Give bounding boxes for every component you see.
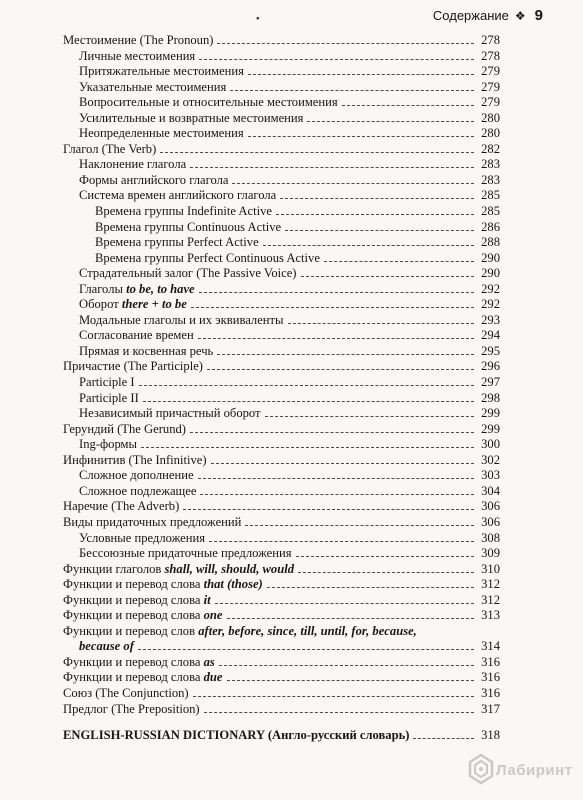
toc-page-number: 306 — [481, 499, 500, 514]
toc-entry[interactable] — [63, 391, 500, 407]
toc-entry-title — [79, 468, 194, 484]
leader-dots — [263, 245, 474, 246]
toc-entry-text: Герундий (The Gerund) — [63, 421, 186, 436]
toc-entry[interactable] — [63, 531, 500, 547]
toc-entry-title — [95, 235, 259, 251]
toc-entry-title — [79, 64, 244, 80]
toc-entry-text: Функции и перевод слов — [63, 623, 199, 638]
leader-dots — [138, 649, 474, 650]
toc-entry-text: Местоимение (The Pronoun) — [63, 33, 214, 47]
leader-dots — [248, 74, 474, 75]
toc-entry-title — [79, 266, 297, 282]
toc-entry-title — [79, 406, 261, 422]
toc-page-number: 283 — [481, 157, 500, 172]
toc-entry[interactable] — [63, 142, 500, 158]
toc-entry[interactable] — [63, 468, 500, 484]
toc-entry[interactable] — [63, 313, 500, 329]
toc-page-number: 303 — [481, 468, 500, 483]
toc-entry-title — [63, 608, 223, 624]
toc-entry-text: Функции и перевод слова — [63, 577, 204, 592]
toc-entry[interactable] — [63, 577, 500, 593]
toc-entry-text: Бессоюзные придаточные предложения — [79, 546, 292, 561]
leader-dots — [198, 478, 474, 479]
toc-entry-title — [79, 126, 244, 142]
toc-page-number: 316 — [481, 670, 500, 685]
leader-dots — [204, 712, 474, 713]
toc-page-number: 314 — [481, 639, 500, 654]
toc-entry-title — [63, 655, 215, 671]
toc-entry[interactable] — [63, 173, 500, 189]
toc-entry-text: Времена группы Perfect Continuous Active — [95, 250, 320, 265]
toc-entry-title — [79, 188, 276, 204]
leader-dots — [248, 136, 474, 137]
toc-entry-line — [63, 639, 500, 655]
toc-entry-text: Притяжательные местоимения — [79, 64, 244, 79]
toc-page-number: 279 — [481, 95, 500, 110]
toc-entry-text: Вопросительные и относительные местоимения — [79, 95, 338, 110]
toc-entry-text: Сложное дополнение — [79, 468, 194, 483]
toc-entry-text: Союз (The Conjunction) — [63, 685, 189, 700]
toc-entry-text: Глаголы — [79, 281, 127, 296]
toc-entry-title — [63, 515, 241, 531]
toc-entry[interactable] — [63, 484, 500, 500]
toc-entry-italic: after, before, since, till, until, for, because, — [198, 623, 417, 638]
leader-dots — [298, 572, 474, 573]
leader-dots — [193, 696, 474, 697]
section-title: Содержание — [432, 8, 509, 23]
toc-page-number: 308 — [481, 530, 500, 545]
leader-dots — [209, 541, 474, 542]
toc-entry-text: Сложное подлежащее — [79, 483, 197, 498]
toc-entry-text: Функции и перевод слова — [63, 670, 204, 685]
toc-entry-title — [63, 422, 186, 438]
toc-entry-multiline[interactable] — [63, 624, 500, 655]
toc-entry-title — [79, 297, 187, 313]
toc-page-number: 280 — [481, 126, 500, 141]
toc-page-number: 286 — [481, 219, 500, 234]
toc-page-number: 316 — [481, 654, 500, 669]
diamond-ornament-icon: ❖ — [514, 9, 526, 23]
toc-page-number: 306 — [481, 514, 500, 529]
toc-entry-title — [63, 562, 294, 578]
toc-entry-text: Глагол (The Verb) — [63, 141, 157, 156]
toc-entry[interactable] — [63, 453, 500, 469]
toc-entry[interactable] — [63, 562, 500, 578]
toc-entry-text: Независимый причастный оборот — [79, 406, 261, 421]
toc-page-number: 317 — [481, 701, 500, 716]
toc-entry[interactable] — [63, 95, 500, 111]
leader-dots — [191, 307, 474, 308]
toc-entry[interactable] — [63, 546, 500, 562]
toc-page-number: 316 — [481, 685, 500, 700]
toc-entry-title — [79, 546, 292, 562]
toc-page-number: 312 — [481, 577, 500, 592]
toc-entry-text: Условные предложения — [79, 530, 205, 545]
toc-entry-text: Функции глаголов — [63, 561, 165, 576]
page-number: 9 — [534, 7, 543, 24]
leader-dots — [232, 183, 474, 184]
toc-entry[interactable] — [63, 204, 500, 220]
toc-entry-text: Согласование времен — [79, 328, 194, 343]
toc-entry-title — [79, 437, 137, 453]
toc-entry[interactable] — [63, 297, 500, 313]
toc-entry-title — [79, 344, 213, 360]
toc-page-number: 309 — [481, 546, 500, 561]
toc-page-number: 299 — [481, 421, 500, 436]
toc-entry[interactable] — [63, 80, 500, 96]
leader-dots — [211, 463, 474, 464]
toc-entry-title — [63, 577, 263, 593]
leader-dots — [207, 369, 474, 370]
toc-page-number: 282 — [481, 141, 500, 156]
toc-entry-title — [63, 670, 223, 686]
leader-dots — [227, 680, 474, 681]
leader-dots — [217, 354, 474, 355]
toc-entry[interactable] — [63, 235, 500, 251]
toc-entry-title — [79, 95, 338, 111]
leader-dots — [190, 432, 474, 433]
toc-entry-title — [63, 702, 200, 718]
toc-page-number: 295 — [481, 343, 500, 358]
toc-entry-text: Причастие (The Participle) — [63, 359, 204, 374]
toc-entry[interactable] — [63, 515, 500, 531]
toc-entry-title — [79, 157, 186, 173]
toc-entry-text: Наклонение глагола — [79, 157, 187, 172]
toc-entry-text: Оборот — [79, 297, 122, 312]
toc-page-number: 285 — [481, 204, 500, 219]
toc-page-number: 292 — [481, 297, 500, 312]
toc-entry-text: Система времен английского глагола — [79, 188, 277, 203]
toc-page-number: 292 — [481, 281, 500, 296]
toc-entry-line — [63, 624, 500, 640]
toc-page-number: 290 — [481, 250, 500, 265]
toc-entry[interactable] — [63, 608, 500, 624]
toc-entry[interactable] — [63, 499, 500, 515]
leader-dots — [285, 230, 474, 231]
leader-dots — [245, 525, 474, 526]
toc-entry-title — [79, 313, 284, 329]
toc-entry[interactable] — [63, 670, 500, 686]
leader-dots — [301, 276, 475, 277]
toc-page-number: 279 — [481, 64, 500, 79]
table-of-contents — [63, 33, 500, 743]
leader-dots — [288, 323, 474, 324]
toc-entry-text: Наречие (The Adverb) — [63, 499, 180, 514]
toc-entry-title — [63, 359, 203, 375]
toc-entry[interactable] — [63, 49, 500, 65]
toc-entry-italic: it — [203, 592, 211, 607]
toc-entry-text: Participle II — [79, 390, 139, 405]
leader-dots — [230, 90, 474, 91]
toc-entry-text: Неопределенные местоимения — [79, 126, 244, 141]
toc-page-number: 296 — [481, 359, 500, 374]
leader-dots — [141, 447, 474, 448]
toc-page-number: 304 — [481, 483, 500, 498]
leader-dots — [199, 59, 474, 60]
toc-entry-title — [79, 49, 195, 65]
leader-dots — [200, 494, 474, 495]
toc-entry-italic: that (those) — [203, 577, 263, 592]
leader-dots — [199, 292, 474, 293]
leader-dots — [296, 556, 475, 557]
toc-entry-text: Модальные глаголы и их эквиваленты — [79, 312, 284, 327]
toc-page-number: 290 — [481, 266, 500, 281]
leader-dots — [265, 416, 474, 417]
toc-entry-italic: due — [203, 670, 223, 685]
leader-dots — [183, 509, 474, 510]
toc-entry-italic: there + to be — [121, 297, 187, 312]
leader-dots — [215, 603, 474, 604]
toc-entry-text: Participle I — [79, 375, 135, 390]
toc-page-number: 300 — [481, 437, 500, 452]
toc-entry[interactable] — [63, 593, 500, 609]
leader-dots — [190, 167, 474, 168]
watermark — [466, 752, 574, 788]
leader-dots — [139, 385, 474, 386]
toc-entry[interactable] — [63, 282, 500, 298]
toc-entry[interactable] — [63, 157, 500, 173]
toc-entry-title — [95, 251, 320, 267]
toc-entry-text: Времена группы Continuous Active — [95, 219, 282, 234]
toc-page-number: 293 — [481, 312, 500, 327]
leader-dots — [143, 401, 474, 402]
leader-dots — [280, 198, 474, 199]
leader-dots — [276, 214, 474, 215]
toc-page-number: 318 — [481, 728, 500, 743]
toc-page-number: 313 — [481, 608, 500, 623]
toc-entry-title — [63, 142, 156, 158]
toc-page-number: 294 — [481, 328, 500, 343]
toc-page-number: 312 — [481, 592, 500, 607]
toc-entry-text: Предлог (The Preposition) — [63, 701, 200, 716]
toc-entry-italic: to be, to have — [126, 281, 195, 296]
toc-entry[interactable] — [63, 344, 500, 360]
toc-entry[interactable] — [63, 64, 500, 80]
toc-page-number: 280 — [481, 110, 500, 125]
toc-entry-text: Функции и перевод слова — [63, 654, 204, 669]
running-header — [433, 7, 543, 25]
toc-page-number: 283 — [481, 172, 500, 187]
toc-entry-italic: as — [203, 654, 215, 669]
toc-entry-text: Времена группы Indefinite Active — [95, 204, 272, 219]
toc-entry[interactable] — [63, 266, 500, 282]
toc-entry[interactable] — [63, 702, 500, 718]
toc-entry-text: Ing-формы — [79, 437, 137, 452]
toc-entry-title — [79, 531, 205, 547]
stray-mark: • — [256, 14, 260, 25]
toc-page-number: 278 — [481, 48, 500, 63]
toc-list-part-2 — [63, 655, 500, 717]
toc-entry[interactable] — [63, 220, 500, 236]
leader-dots — [227, 618, 474, 619]
toc-entry-title — [63, 686, 189, 702]
toc-entry-title — [79, 328, 194, 344]
toc-entry-italic: shall, will, should, would — [164, 561, 295, 576]
toc-page-number: 279 — [481, 79, 500, 94]
dictionary-title: ENGLISH-RUSSIAN DICTIONARY (Англо-русский словарь) — [63, 728, 410, 743]
toc-entry-title — [79, 173, 228, 189]
toc-entry[interactable] — [63, 686, 500, 702]
toc-entry-italic: because of — [79, 639, 134, 654]
toc-entry-title — [63, 499, 179, 515]
toc-entry[interactable] — [63, 359, 500, 375]
toc-entry-text: Личные местоимения — [79, 48, 196, 63]
toc-page-number: 297 — [481, 375, 500, 390]
toc-entry-text: Страдательный залог (The Passive Voice) — [79, 266, 297, 281]
toc-entry-text: Инфинитив (The Infinitive) — [63, 452, 207, 467]
toc-entry-title — [63, 33, 213, 49]
toc-entry[interactable] — [63, 126, 500, 142]
leader-dots — [267, 587, 474, 588]
toc-entry[interactable] — [63, 406, 500, 422]
toc-page-number: 278 — [481, 33, 500, 47]
toc-entry-text: Усилительные и возвратные местоимения — [79, 110, 304, 125]
toc-page-number: 288 — [481, 235, 500, 250]
toc-page-number: 302 — [481, 452, 500, 467]
toc-entry-text: Прямая и косвенная речь — [79, 343, 214, 358]
toc-entry-text: Функции и перевод слова — [63, 592, 204, 607]
toc-page-number: 310 — [481, 561, 500, 576]
toc-entry-text: Указательные местоимения — [79, 79, 227, 94]
toc-entry-title — [63, 593, 211, 609]
toc-page-number: 285 — [481, 188, 500, 203]
toc-entry[interactable] — [63, 422, 500, 438]
toc-entry-text: Формы английского глагола — [79, 172, 229, 187]
toc-page-number: 299 — [481, 406, 500, 421]
toc-entry-text: Виды придаточных предложений — [63, 514, 242, 529]
leader-dots — [342, 105, 474, 106]
leader-dots — [324, 261, 474, 262]
toc-entry[interactable] — [63, 251, 500, 267]
toc-entry-title — [63, 453, 207, 469]
toc-entry[interactable] — [63, 33, 500, 49]
toc-entry-text: Времена группы Perfect Active — [95, 235, 259, 250]
leader-dots — [160, 152, 474, 153]
watermark-text: Лабиринт — [496, 762, 573, 779]
toc-entry-title — [79, 375, 135, 391]
toc-entry-title — [95, 220, 281, 236]
toc-entry-title — [79, 282, 195, 298]
toc-entry-italic: one — [203, 608, 223, 623]
toc-entry[interactable] — [63, 655, 500, 671]
leader-dots — [413, 738, 474, 739]
toc-entry[interactable] — [63, 111, 500, 127]
leader-dots — [219, 665, 474, 666]
leader-dots — [198, 338, 474, 339]
toc-page-number: 298 — [481, 390, 500, 405]
toc-entry-title — [79, 391, 139, 407]
toc-entry-dictionary[interactable] — [63, 727, 500, 743]
toc-entry[interactable] — [63, 328, 500, 344]
toc-entry-title — [79, 80, 226, 96]
toc-entry-title — [79, 484, 196, 500]
leader-dots — [307, 121, 474, 122]
toc-entry[interactable] — [63, 188, 500, 204]
toc-entry[interactable] — [63, 437, 500, 453]
toc-entry[interactable] — [63, 375, 500, 391]
toc-entry-title — [95, 204, 272, 220]
toc-entry-text: Функции и перевод слова — [63, 608, 204, 623]
labyrinth-logo-icon — [466, 752, 496, 786]
toc-entry-title — [79, 111, 303, 127]
toc-list-part-1 — [63, 33, 500, 624]
leader-dots — [217, 43, 474, 44]
